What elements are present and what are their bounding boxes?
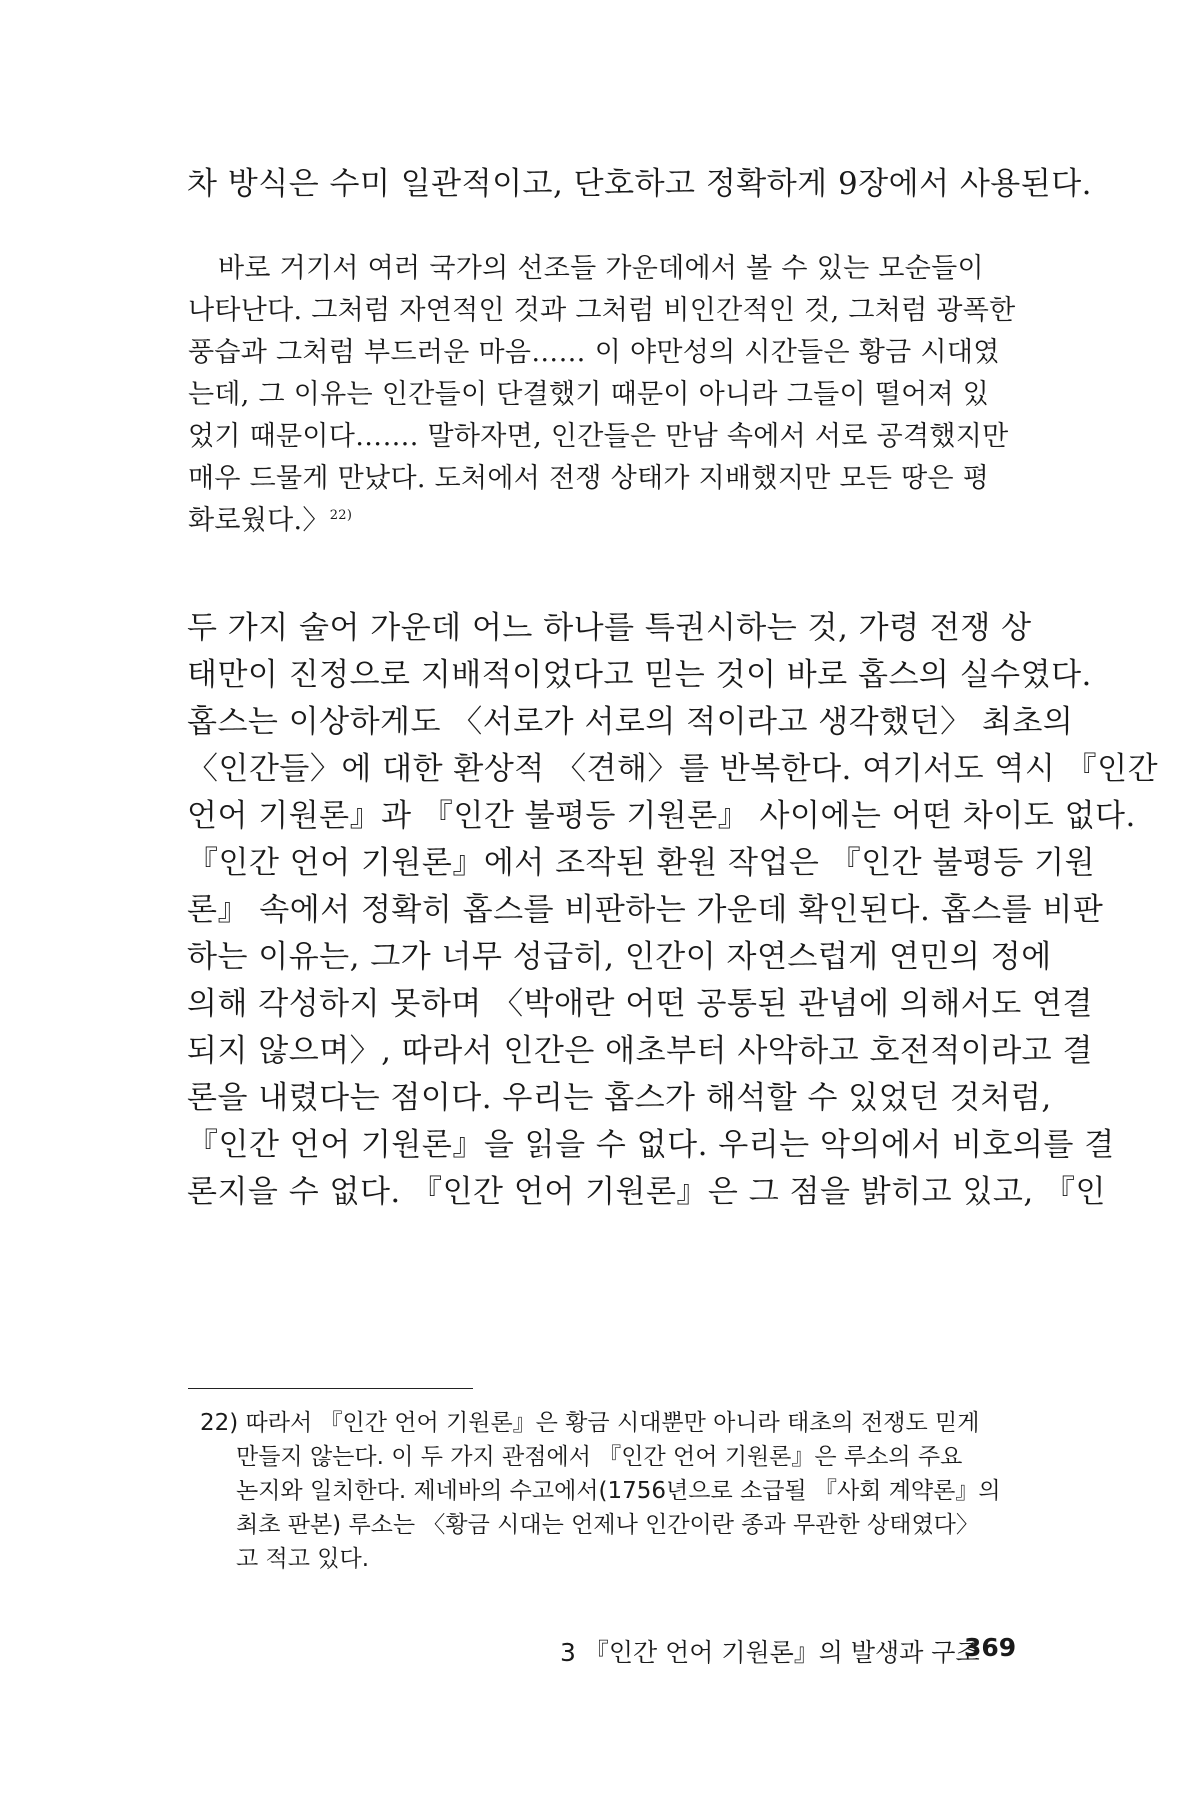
footnote-line: 22) 따라서 『인간 언어 기원론』은 황금 시대뿐만 아니라 태초의 전쟁도 믿게 (200, 1410, 980, 1436)
page-number: 369 (964, 1633, 1017, 1662)
text-line: 〈인간들〉에 대한 환상적 〈견해〉를 반복한다. 여기서도 역시 『인간 (187, 751, 1159, 787)
text-line: 의해 각성하지 못하며 〈박애란 어떤 공통된 관념에 의해서도 연결 (187, 986, 1093, 1022)
quote-line: 는데, 그 이유는 인간들이 단결했기 때문이 아니라 그들이 떨어져 있 (188, 379, 990, 410)
text-line: 론』 속에서 정확히 홉스를 비판하는 가운데 확인된다. 홉스를 비판 (187, 892, 1104, 928)
quote-line: 나타난다. 그처럼 자연적인 것과 그처럼 비인간적인 것, 그처럼 광폭한 (188, 295, 1016, 326)
text-line: 태만이 진정으로 지배적이었다고 믿는 것이 바로 홉스의 실수였다. (187, 657, 1092, 693)
quote-line: 풍습과 그처럼 부드러운 마음…… 이 야만성의 시간들은 황금 시대였 (188, 337, 1000, 368)
footnote-line: 논지와 일치한다. 제네바의 수고에서(1756년으로 소급될 『사회 계약론』의 (236, 1478, 1001, 1504)
running-head: 3 『인간 언어 기원론』의 발생과 구조 (560, 1638, 980, 1667)
text-line: 언어 기원론』과 『인간 불평등 기원론』 사이에는 어떤 차이도 없다. (187, 798, 1136, 834)
quote-line: 었기 때문이다……. 말하자면, 인간들은 만남 속에서 서로 공격했지만 (188, 421, 1009, 452)
text-line: 되지 않으며〉, 따라서 인간은 애초부터 사악하고 호전적이라고 결 (187, 1033, 1093, 1069)
quote-line: 매우 드물게 만났다. 도처에서 전쟁 상태가 지배했지만 모든 땅은 평 (188, 463, 990, 494)
footnote-divider (188, 1388, 473, 1389)
footnote-line: 최초 판본) 루소는 〈황금 시대는 언제나 인간이란 종과 무관한 상태였다〉 (236, 1512, 979, 1538)
footnote-reference: 22) (329, 508, 353, 523)
text-line: 홉스는 이상하게도 〈서로가 서로의 적이라고 생각했던〉 최초의 (187, 704, 1074, 740)
text-line: 차 방식은 수미 일관적이고, 단호하고 정확하게 9장에서 사용된다. (187, 166, 1093, 202)
quote-line-last (188, 498, 352, 537)
text-line: 하는 이유는, 그가 너무 성급히, 인간이 자연스럽게 연민의 정에 (187, 939, 1052, 975)
text-line: 두 가지 술어 가운데 어느 하나를 특권시하는 것, 가령 전쟁 상 (187, 610, 1032, 646)
text-line: 론지을 수 없다. 『인간 언어 기원론』은 그 점을 밝히고 있고, 『인 (187, 1174, 1107, 1210)
text-line: 론을 내렸다는 점이다. 우리는 홉스가 해석할 수 있었던 것처럼, (187, 1080, 1052, 1116)
quote-last-text: 화로웠다.〉 (188, 505, 330, 536)
quote-line: 바로 거기서 여러 국가의 선조들 가운데에서 볼 수 있는 모순들이 (218, 253, 984, 284)
text-line: 『인간 언어 기원론』을 읽을 수 없다. 우리는 악의에서 비호의를 결 (187, 1127, 1115, 1163)
footnote-line: 고 적고 있다. (236, 1546, 370, 1572)
footnote-line: 만들지 않는다. 이 두 가지 관점에서 『인간 언어 기원론』은 루소의 주요 (236, 1444, 963, 1470)
text-line: 『인간 언어 기원론』에서 조작된 환원 작업은 『인간 불평등 기원 (187, 845, 1096, 881)
